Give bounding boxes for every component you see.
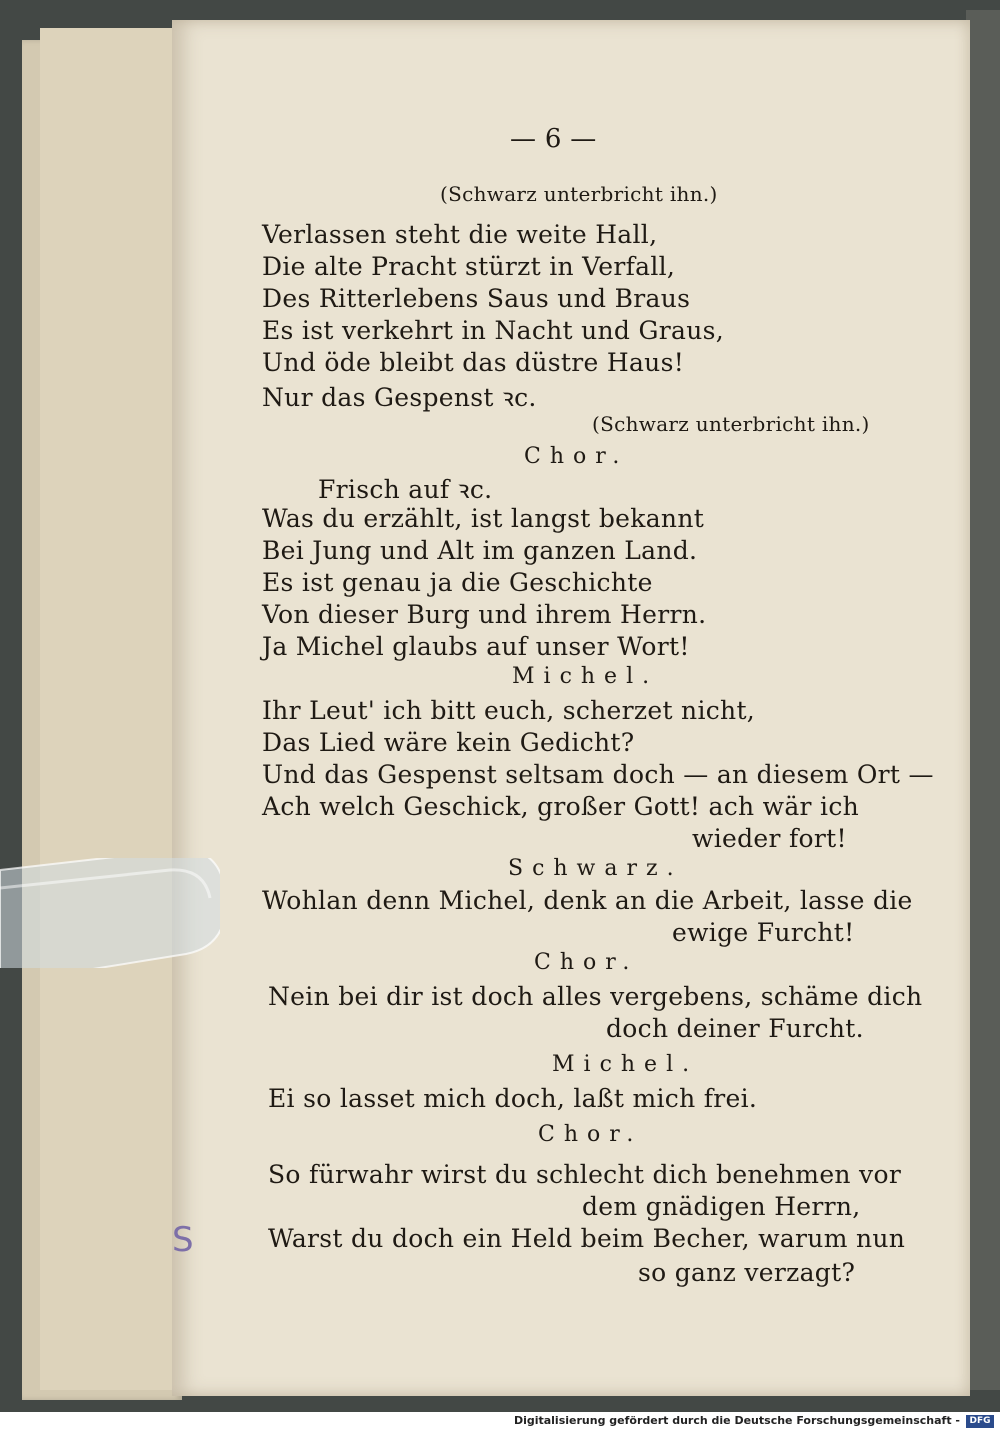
verse-line: Ihr Leut' ich bitt euch, scherzet nicht, bbox=[262, 696, 756, 725]
verse-line: Was du erzählt, ist langst bekannt bbox=[262, 504, 705, 533]
verse-line: Bei Jung und Alt im ganzen Land. bbox=[262, 536, 698, 565]
verse-line: Es ist genau ja die Geschichte bbox=[262, 568, 653, 597]
speaker-name: Chor. bbox=[534, 950, 639, 975]
speaker-name: Michel. bbox=[512, 664, 659, 689]
verse-line: dem gnädigen Herrn, bbox=[582, 1192, 861, 1221]
verse-line: Ach welch Geschick, großer Gott! ach wär ich bbox=[262, 792, 860, 821]
stage-direction: (Schwarz unterbricht ihn.) bbox=[440, 182, 718, 206]
verse-line: So fürwahr wirst du schlecht dich benehmen vor bbox=[268, 1160, 902, 1189]
verse-line: so ganz verzagt? bbox=[638, 1258, 856, 1287]
digitization-footer bbox=[0, 1412, 1000, 1432]
page-number: — 6 — bbox=[510, 124, 597, 154]
book-page bbox=[172, 20, 970, 1396]
footer-credit-text: Digitalisierung gefördert durch die Deutsche Forschungsgemeinschaft - bbox=[513, 1414, 960, 1427]
speaker-name: Michel. bbox=[552, 1052, 699, 1077]
speaker-name: Chor. bbox=[538, 1122, 643, 1147]
verse-line: Verlassen steht die weite Hall, bbox=[262, 220, 658, 249]
verse-line: Von dieser Burg und ihrem Herrn. bbox=[262, 600, 707, 629]
verse-line: Wohlan denn Michel, denk an die Arbeit, lasse die bbox=[262, 886, 913, 915]
verse-line: Des Ritterlebens Saus und Braus bbox=[262, 284, 691, 313]
facing-page-edge bbox=[966, 10, 1000, 1390]
back-page-edge-inner bbox=[40, 28, 181, 1390]
library-stamp: S bbox=[172, 1220, 194, 1260]
verse-line: Nein bei dir ist doch alles vergebens, schäme dich bbox=[268, 982, 923, 1011]
verse-line: Warst du doch ein Held beim Becher, warum nun bbox=[268, 1224, 906, 1253]
speaker-name: Schwarz. bbox=[508, 856, 683, 881]
verse-line: Es ist verkehrt in Nacht und Graus, bbox=[262, 316, 724, 345]
transparent-page-holder bbox=[0, 858, 220, 968]
verse-line: Das Lied wäre kein Gedicht? bbox=[262, 728, 635, 757]
verse-line: Ei so lasset mich doch, laßt mich frei. bbox=[268, 1084, 758, 1113]
speaker-name: Chor. bbox=[524, 444, 629, 469]
verse-line: wieder fort! bbox=[692, 824, 847, 853]
stage-direction: (Schwarz unterbricht ihn.) bbox=[592, 412, 870, 436]
verse-line: ewige Furcht! bbox=[672, 918, 855, 947]
verse-line: Nur das Gespenst ꝛc. bbox=[262, 383, 537, 412]
dfg-logo: DFG bbox=[966, 1415, 994, 1428]
verse-line: Und öde bleibt das düstre Haus! bbox=[262, 348, 685, 377]
verse-line: Frisch auf ꝛc. bbox=[318, 475, 493, 504]
verse-line: doch deiner Furcht. bbox=[606, 1014, 864, 1043]
page-content bbox=[172, 20, 970, 1396]
verse-line: Und das Gespenst seltsam doch — an diesem Ort — bbox=[262, 760, 934, 789]
verse-line: Ja Michel glaubs auf unser Wort! bbox=[262, 632, 690, 661]
verse-line: Die alte Pracht stürzt in Verfall, bbox=[262, 252, 676, 281]
